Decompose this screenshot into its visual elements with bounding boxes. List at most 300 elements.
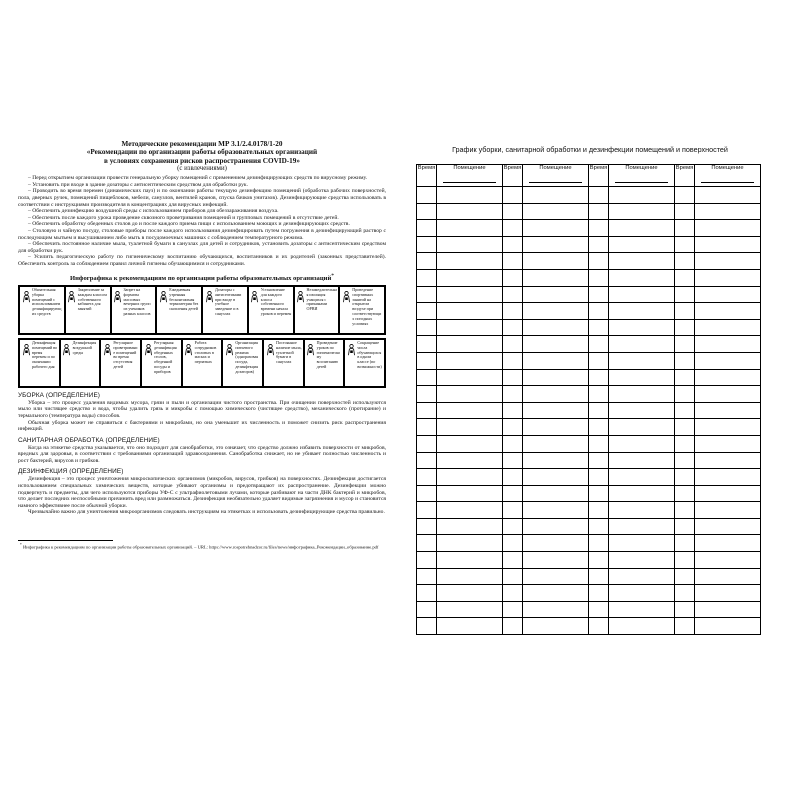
time-cell[interactable]: [503, 203, 523, 220]
time-cell[interactable]: [589, 402, 609, 419]
room-cell[interactable]: [437, 319, 503, 336]
time-cell[interactable]: [503, 336, 523, 353]
time-column-header: Время: [589, 165, 609, 187]
schedule-row: [417, 369, 761, 386]
room-cell[interactable]: [437, 253, 503, 270]
thermometer-icon: [158, 288, 168, 332]
time-cell[interactable]: [503, 303, 523, 320]
time-cell[interactable]: [675, 618, 695, 635]
time-cell[interactable]: [503, 601, 523, 618]
schedule-row: [417, 435, 761, 452]
time-cell[interactable]: [503, 369, 523, 386]
room-cell[interactable]: [437, 485, 503, 502]
time-cell[interactable]: [589, 386, 609, 403]
room-cell[interactable]: [437, 552, 503, 569]
time-cell[interactable]: [503, 452, 523, 469]
room-cell[interactable]: [523, 485, 589, 502]
time-cell[interactable]: [589, 469, 609, 486]
time-cell[interactable]: [589, 319, 609, 336]
room-cell[interactable]: [695, 386, 761, 403]
room-cell[interactable]: [609, 452, 675, 469]
room-cell[interactable]: [695, 269, 761, 286]
room-cell[interactable]: [523, 269, 589, 286]
time-cell[interactable]: [503, 618, 523, 635]
room-cell[interactable]: [523, 253, 589, 270]
time-cell[interactable]: [589, 203, 609, 220]
room-header-label: Помещение: [625, 165, 658, 171]
infographic-cell: [339, 286, 385, 334]
time-cell[interactable]: [675, 369, 695, 386]
mask-icon: [346, 341, 356, 385]
time-cell[interactable]: [675, 402, 695, 419]
recommendations-list: [18, 175, 386, 267]
room-cell[interactable]: [695, 535, 761, 552]
room-cell[interactable]: [437, 203, 503, 220]
time-cell[interactable]: [417, 303, 437, 320]
room-cell[interactable]: [523, 352, 589, 369]
right-page: [400, 120, 780, 685]
recommendation-paragraph: – Обеспечить дезинфекцию воздушной среды с использованием приборов для обеззараживания воздуха.: [28, 208, 279, 215]
time-cell[interactable]: [589, 502, 609, 519]
time-cell[interactable]: [589, 568, 609, 585]
isolation-icon: [296, 288, 306, 332]
time-cell[interactable]: [417, 319, 437, 336]
time-cell[interactable]: [675, 419, 695, 436]
room-cell[interactable]: [523, 601, 589, 618]
schedule-row: [417, 253, 761, 270]
time-cell[interactable]: [417, 236, 437, 253]
room-cell[interactable]: [437, 502, 503, 519]
section-heading: САНИТАРНАЯ ОБРАБОТКА (ОПРЕДЕЛЕНИЕ): [18, 436, 160, 444]
time-cell[interactable]: [675, 203, 695, 220]
disinfect-spray-icon: [21, 341, 31, 385]
time-cell[interactable]: [503, 502, 523, 519]
schedule-row: [417, 568, 761, 585]
time-cell[interactable]: [503, 419, 523, 436]
time-cell[interactable]: [503, 269, 523, 286]
time-cell[interactable]: [503, 220, 523, 237]
time-cell[interactable]: [503, 485, 523, 502]
dispenser-icon: [204, 288, 214, 332]
recommendation-paragraph: – Установить при входе в здание дозаторы с антисептическим средством для обработки рук.: [28, 181, 249, 188]
room-cell[interactable]: [695, 336, 761, 353]
time-column-header: Время: [675, 165, 695, 187]
time-cell[interactable]: [417, 552, 437, 569]
time-cell[interactable]: [503, 535, 523, 552]
time-cell[interactable]: [417, 469, 437, 486]
section-paragraph: Дезинфекция – это процесс уничтожения микроскопических организмов (микробов, вирусов, грибков) на поверхностях. Дезинфекция достигается использованием специальных химических веществ, которые убивают организмы и предотвращают их распространение. Дезинфекции можно подвергнуть и предметы, для чего используются приборы УФ-С с ультрафиолетовыми лучами, которые разбивают на части ДНК бактерий и микробов, что делает последних неспособными причинить вред или размножаться. Дезинфекция необязательно удаляет видимые загрязнения и мусор и становится намного эффективнее после обычной уборки.: [18, 476, 386, 509]
room-cell[interactable]: [523, 469, 589, 486]
room-cell[interactable]: [523, 187, 589, 204]
room-cell[interactable]: [695, 187, 761, 204]
room-cell[interactable]: [609, 386, 675, 403]
section-paragraph: Чрезвычайно важно для уничтожения микроорганизмов следовать инструкциям на этикетках и использовать дезинфицирующие средства правильно.: [28, 509, 385, 516]
time-cell[interactable]: [675, 236, 695, 253]
time-cell[interactable]: [589, 303, 609, 320]
infographic-text: Дезинфекция помещений во время перемен и по окончании рабочего дня: [32, 340, 58, 370]
infographic-text: Регулярная дезинфекция обеденных столов, обеденной посуды и приборов: [154, 340, 177, 375]
time-cell[interactable]: [589, 585, 609, 602]
room-cell[interactable]: [437, 336, 503, 353]
time-cell[interactable]: [589, 236, 609, 253]
time-cell[interactable]: [417, 269, 437, 286]
room-cell[interactable]: [437, 286, 503, 303]
room-cell[interactable]: [523, 303, 589, 320]
infographic-row-2: [18, 338, 386, 388]
time-cell[interactable]: [589, 269, 609, 286]
room-cell[interactable]: [523, 452, 589, 469]
time-cell[interactable]: [417, 419, 437, 436]
room-cell[interactable]: [695, 419, 761, 436]
time-cell[interactable]: [503, 585, 523, 602]
room-cell[interactable]: [437, 369, 503, 386]
schedule-row: [417, 535, 761, 552]
time-cell[interactable]: [417, 452, 437, 469]
infographic-text: Проведение спортивных занятий на открытом воздухе при соответствующих погодных условиях: [352, 287, 382, 327]
time-cell[interactable]: [417, 386, 437, 403]
room-cell[interactable]: [609, 220, 675, 237]
time-cell[interactable]: [675, 386, 695, 403]
room-cell[interactable]: [437, 187, 503, 204]
time-cell[interactable]: [417, 585, 437, 602]
room-cell[interactable]: [437, 220, 503, 237]
room-cell[interactable]: [609, 502, 675, 519]
room-cell[interactable]: [523, 236, 589, 253]
room-cell[interactable]: [695, 303, 761, 320]
time-column-header: Время: [503, 165, 523, 187]
room-cell[interactable]: [437, 269, 503, 286]
room-cell[interactable]: [523, 502, 589, 519]
room-cell[interactable]: [437, 618, 503, 635]
room-cell[interactable]: [437, 386, 503, 403]
time-cell[interactable]: [589, 601, 609, 618]
room-cell[interactable]: [609, 518, 675, 535]
schedule-row: [417, 419, 761, 436]
time-cell[interactable]: [589, 187, 609, 204]
time-cell[interactable]: [589, 518, 609, 535]
room-cell[interactable]: [523, 386, 589, 403]
infographic-title: Инфографика к рекомендациям по организации работы образовательных организаций*: [69, 272, 335, 282]
room-cell[interactable]: [695, 452, 761, 469]
room-cell[interactable]: [437, 352, 503, 369]
room-cell[interactable]: [695, 502, 761, 519]
time-cell[interactable]: [589, 336, 609, 353]
time-cell[interactable]: [589, 369, 609, 386]
room-cell[interactable]: [609, 236, 675, 253]
room-cell[interactable]: [523, 220, 589, 237]
time-cell[interactable]: [675, 452, 695, 469]
room-cell[interactable]: [609, 303, 675, 320]
water-icon: [224, 341, 234, 385]
recommendation-paragraph: – Перед открытием организации провести генеральную уборку помещений с применением дезинфицирующих средств по вирусному режиму.: [28, 175, 368, 182]
time-cell[interactable]: [675, 336, 695, 353]
room-cell[interactable]: [695, 469, 761, 486]
room-cell[interactable]: [695, 601, 761, 618]
room-cell[interactable]: [437, 601, 503, 618]
time-cell[interactable]: [675, 286, 695, 303]
footnote-divider: [18, 540, 113, 541]
time-cell[interactable]: [503, 352, 523, 369]
schedule-row: [417, 452, 761, 469]
time-cell[interactable]: [675, 601, 695, 618]
infographic-cell: [263, 339, 304, 387]
recommendation-paragraph: – Обеспечить обработку обеденных столов до и после каждого приема пищи с использованием моющих и дезинфицирующих средств.: [28, 221, 350, 228]
room-header-underline: [615, 182, 668, 183]
room-cell[interactable]: [695, 253, 761, 270]
room-cell[interactable]: [523, 402, 589, 419]
room-cell[interactable]: [695, 352, 761, 369]
schedule-row: [417, 269, 761, 286]
time-cell[interactable]: [675, 502, 695, 519]
time-cell[interactable]: [675, 319, 695, 336]
infographic-cell: [141, 339, 182, 387]
room-cell[interactable]: [437, 303, 503, 320]
recommendation-paragraph: – Проводить во время перемен (динамических пауз) и по окончании работы текущую дезинфекцию помещений (обработка рабочих поверхностей, пола, дверных ручек, помещений пищеблоков, мебели, санузлов, вентилей кранов, спуска бачков унитазов). Дезинфицирующие средства использовать в соответствии с инструкциями производителя в концентрациях для вирусных инфекций.: [18, 188, 386, 208]
schedule-table: [416, 164, 761, 635]
infographic-cell: [182, 339, 223, 387]
room-cell[interactable]: [609, 369, 675, 386]
room-cell[interactable]: [437, 568, 503, 585]
room-cell[interactable]: [523, 618, 589, 635]
time-cell[interactable]: [417, 601, 437, 618]
time-cell[interactable]: [503, 469, 523, 486]
time-cell[interactable]: [503, 253, 523, 270]
room-cell[interactable]: [695, 286, 761, 303]
schedule-row: [417, 286, 761, 303]
room-cell[interactable]: [437, 535, 503, 552]
room-cell[interactable]: [609, 585, 675, 602]
time-cell[interactable]: [675, 568, 695, 585]
time-cell[interactable]: [503, 236, 523, 253]
time-cell[interactable]: [417, 568, 437, 585]
room-cell[interactable]: [609, 618, 675, 635]
room-cell[interactable]: [695, 618, 761, 635]
time-cell[interactable]: [503, 319, 523, 336]
time-cell[interactable]: [417, 203, 437, 220]
room-cell[interactable]: [609, 552, 675, 569]
schedule-row: [417, 319, 761, 336]
room-cell[interactable]: [695, 319, 761, 336]
time-cell[interactable]: [675, 585, 695, 602]
time-cell[interactable]: [675, 253, 695, 270]
time-column-header: Время: [417, 165, 437, 187]
time-cell[interactable]: [589, 618, 609, 635]
time-cell[interactable]: [417, 618, 437, 635]
room-cell[interactable]: [609, 485, 675, 502]
room-header-label: Помещение: [539, 165, 572, 171]
room-cell[interactable]: [437, 518, 503, 535]
time-cell[interactable]: [503, 435, 523, 452]
time-cell[interactable]: [589, 535, 609, 552]
room-cell[interactable]: [523, 336, 589, 353]
room-cell[interactable]: [437, 402, 503, 419]
time-cell[interactable]: [417, 336, 437, 353]
room-cell[interactable]: [695, 518, 761, 535]
infographic-cell: [304, 339, 345, 387]
definitions: [18, 392, 386, 516]
room-cell[interactable]: [523, 568, 589, 585]
room-cell[interactable]: [609, 187, 675, 204]
infographic-cell: [202, 286, 248, 334]
recommendation-paragraph: – Усилить педагогическую работу по гигиеническому воспитанию обучающихся, воспитанников и их родителей (законных представителей). Обеспечить контроль за соблюдением правил личной гигиены обучающимися и сотрудниками.: [18, 254, 386, 267]
room-cell[interactable]: [695, 568, 761, 585]
room-cell[interactable]: [523, 535, 589, 552]
time-cell[interactable]: [417, 187, 437, 204]
room-cell[interactable]: [609, 336, 675, 353]
room-cell[interactable]: [609, 568, 675, 585]
infographic-cell: [19, 286, 65, 334]
time-cell[interactable]: [503, 518, 523, 535]
room-cell[interactable]: [609, 535, 675, 552]
time-cell[interactable]: [417, 535, 437, 552]
room-cell[interactable]: [437, 419, 503, 436]
room-cell[interactable]: [523, 518, 589, 535]
room-cell[interactable]: [523, 203, 589, 220]
outdoor-icon: [341, 288, 351, 332]
schedule-row: [417, 502, 761, 519]
room-cell[interactable]: [695, 236, 761, 253]
time-cell[interactable]: [589, 220, 609, 237]
time-cell[interactable]: [675, 352, 695, 369]
room-cell[interactable]: [609, 286, 675, 303]
time-cell[interactable]: [675, 187, 695, 204]
room-cell[interactable]: [609, 435, 675, 452]
room-cell[interactable]: [609, 269, 675, 286]
time-cell[interactable]: [675, 469, 695, 486]
room-cell[interactable]: [437, 435, 503, 452]
room-cell[interactable]: [609, 253, 675, 270]
time-cell[interactable]: [417, 253, 437, 270]
left-page: [18, 120, 386, 685]
time-cell[interactable]: [675, 552, 695, 569]
room-cell[interactable]: [609, 601, 675, 618]
time-cell[interactable]: [503, 552, 523, 569]
time-cell[interactable]: [417, 402, 437, 419]
infographic-row-1: [18, 285, 386, 335]
infographic-cell: [60, 339, 101, 387]
time-cell[interactable]: [675, 535, 695, 552]
room-cell[interactable]: [695, 203, 761, 220]
room-cell[interactable]: [695, 485, 761, 502]
time-cell[interactable]: [503, 286, 523, 303]
time-cell[interactable]: [589, 485, 609, 502]
schedule-row: [417, 336, 761, 353]
room-cell[interactable]: [695, 552, 761, 569]
document-title-note: (с извлечениями): [177, 165, 227, 173]
room-cell[interactable]: [695, 220, 761, 237]
room-cell[interactable]: [609, 402, 675, 419]
section-heading: ДЕЗИНФЕКЦИЯ (ОПРЕДЕЛЕНИЕ): [18, 468, 124, 476]
room-header-underline: [443, 182, 496, 183]
time-cell[interactable]: [417, 352, 437, 369]
room-cell[interactable]: [523, 369, 589, 386]
time-cell[interactable]: [675, 435, 695, 452]
schedule-title: График уборки, санитарной обработки и дезинфекции помещений и поверхностей: [452, 145, 728, 154]
room-cell[interactable]: [695, 585, 761, 602]
room-column-header: [437, 165, 503, 187]
room-cell[interactable]: [523, 552, 589, 569]
time-cell[interactable]: [589, 452, 609, 469]
room-cell[interactable]: [609, 352, 675, 369]
recommendation-paragraph: – Обеспечить после каждого урока проведение сквозного проветривания помещений и групповых помещений в отсутствие детей.: [28, 214, 339, 221]
time-cell[interactable]: [675, 485, 695, 502]
time-cell[interactable]: [503, 187, 523, 204]
room-cell[interactable]: [523, 286, 589, 303]
time-cell[interactable]: [589, 286, 609, 303]
room-cell[interactable]: [523, 585, 589, 602]
time-cell[interactable]: [417, 518, 437, 535]
schedule-row: [417, 618, 761, 635]
time-cell[interactable]: [675, 269, 695, 286]
room-cell[interactable]: [609, 319, 675, 336]
infographic-text: Ежедневная утренняя бесконтактная термометрия без скопления детей: [169, 287, 199, 312]
infographic-text: Запрет на форматы массовых вечерних групп из учеников разных классов: [123, 287, 151, 317]
infographic-cell: [19, 339, 60, 387]
time-cell[interactable]: [675, 303, 695, 320]
time-cell[interactable]: [675, 518, 695, 535]
schedule-row: [417, 303, 761, 320]
room-header-label: Помещение: [711, 165, 744, 171]
cleaning-bucket-icon: [21, 288, 31, 332]
schedule-row: [417, 402, 761, 419]
room-column-header: [609, 165, 675, 187]
room-cell[interactable]: [695, 402, 761, 419]
time-cell[interactable]: [589, 435, 609, 452]
time-cell[interactable]: [503, 386, 523, 403]
infographic-cell: [65, 286, 111, 334]
time-cell[interactable]: [417, 286, 437, 303]
infographic-cell: [111, 286, 157, 334]
time-cell[interactable]: [417, 502, 437, 519]
footnote: * Инфографика к рекомендациям по организации работы образовательных организаций. – URL: https://www.rospotrebnadzor.ru/files/news/инфографика_Рекомендации_образование.pdf: [20, 543, 379, 550]
infographic-text: Обязательная уборка помещений с использованием дезинфицирующих средств: [32, 287, 62, 317]
canteen-staff-icon: [184, 341, 194, 385]
room-cell[interactable]: [437, 236, 503, 253]
room-cell[interactable]: [609, 469, 675, 486]
infographic-text: Проведение уроков по гигиеническому воспитанию детей: [316, 340, 341, 370]
room-cell[interactable]: [695, 369, 761, 386]
infographic-text: Регулярное проветривание помещений во время отсутствия детей: [113, 340, 138, 370]
time-cell[interactable]: [503, 568, 523, 585]
room-cell[interactable]: [437, 585, 503, 602]
room-cell[interactable]: [609, 203, 675, 220]
room-cell[interactable]: [695, 435, 761, 452]
room-cell[interactable]: [523, 419, 589, 436]
room-cell[interactable]: [523, 435, 589, 452]
time-cell[interactable]: [589, 419, 609, 436]
room-header-underline: [701, 182, 754, 183]
time-cell[interactable]: [589, 253, 609, 270]
infographic-cell: [248, 286, 294, 334]
schedule-row: [417, 469, 761, 486]
time-cell[interactable]: [417, 435, 437, 452]
room-cell[interactable]: [437, 452, 503, 469]
room-cell[interactable]: [609, 419, 675, 436]
time-cell[interactable]: [417, 369, 437, 386]
schedule-icon: [250, 288, 260, 332]
time-cell[interactable]: [589, 352, 609, 369]
recommendation-paragraph: – Обеспечить постоянное наличие мыла, туалетной бумаги в санузлах для детей и сотрудников, установить дозаторы с антисептическим средством для обработки рук.: [18, 241, 386, 254]
room-cell[interactable]: [437, 469, 503, 486]
time-cell[interactable]: [675, 220, 695, 237]
time-cell[interactable]: [417, 485, 437, 502]
schedule-row: [417, 203, 761, 220]
time-cell[interactable]: [503, 402, 523, 419]
time-cell[interactable]: [589, 552, 609, 569]
room-column-header: [695, 165, 761, 187]
time-cell[interactable]: [417, 220, 437, 237]
room-cell[interactable]: [523, 319, 589, 336]
